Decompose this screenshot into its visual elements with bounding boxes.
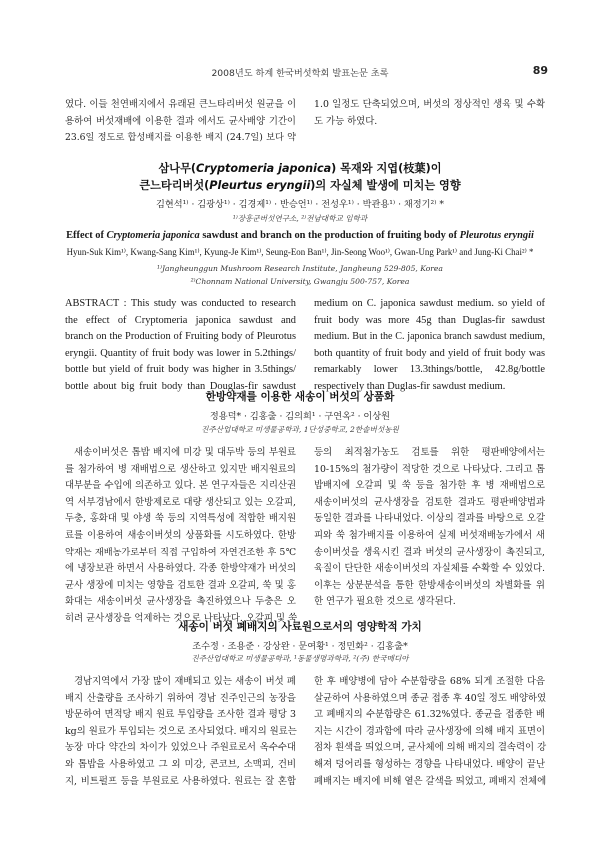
article3-affiliation: 진주산업대학교 미생물공학과, ¹동물생명과학과, ²(주) 한국메디아 bbox=[191, 654, 409, 663]
text-line: 살균하여 사용하였으며 종균 접종 후 40일 정도 배양하였 bbox=[314, 692, 547, 704]
text-line: 배지 산출량을 조사하기 위하여 경남 진주인근의 농장을 bbox=[65, 692, 296, 704]
page-number: 89 bbox=[532, 64, 548, 77]
text-line: 였다. 이들 천연배지에서 유래된 큰느타리버섯 원균을 이 bbox=[65, 99, 296, 110]
text-line: 방문하여 면적당 배지 원료 투입량을 조사한 결과 평당 3 bbox=[65, 709, 296, 721]
text-line: 료를 이용하여 새송이버섯의 상품화를 시도하였다. 한방 bbox=[65, 529, 296, 541]
text-line: the effect of Cryptomeria japonica sawdust and bbox=[65, 314, 296, 326]
article1-affiliation-en-1: ¹⁾Jangheunggun Mushroom Research Institute, Jangheung 529-805, Korea bbox=[157, 264, 443, 273]
article1-abstract-right bbox=[314, 296, 545, 396]
article2-right-column bbox=[314, 445, 545, 611]
text-line: 용하여 버섯재배에 이용한 결과 에서도 균사배양 기간이 bbox=[65, 115, 296, 127]
text-line: 지는 시간이 경과함에 따라 균사생장에 의해 배지 표면이 bbox=[314, 725, 545, 737]
text-line: 이후는 상분분석을 통한 한방새송이버섯의 차별화를 위 bbox=[314, 579, 545, 591]
text-line: remarkably lower 13.3things/bottle, 42.8g/bottle bbox=[314, 364, 545, 376]
text-line: 경남지역에서 가장 많이 재배되고 있는 새송이 버섯 폐 bbox=[74, 676, 296, 687]
article3-title: 새송이 버섯 폐배지의 사료원으로서의 영양학적 가치 bbox=[178, 621, 422, 633]
text-line: 1.0 일정도 단축되었으며, 버섯의 정상적인 생육 및 수확 bbox=[314, 99, 545, 110]
text-line: 약재는 재배농가로부터 직접 구입하여 자연건조한 후 5℃ bbox=[65, 546, 296, 558]
text-line: 새송이버섯의 균사생장을 검토한 결과도 평판배양법과 bbox=[314, 496, 545, 508]
article1-affiliation-ko: ¹⁾장흥군버섯연구소, ²⁾전남대학교 임학과 bbox=[232, 214, 368, 223]
text-line: branch on the Production of Fruiting body of Pleurotus bbox=[65, 331, 296, 343]
running-title: 2008년도 하계 한국버섯학회 발표논문 초록 bbox=[211, 68, 389, 79]
text-line: medium on C. japonica sawdust medium. so yield of bbox=[314, 298, 545, 309]
text-line: ABSTRACT : This study was conducted to research bbox=[65, 298, 296, 309]
text-line: 지, 비트펄프 등을 부원료로 사용하였다. 원료는 잘 혼합 bbox=[65, 775, 296, 787]
text-line: 한 후 배양병에 담아 수분함량을 68% 되게 조절한 다음 bbox=[314, 676, 545, 687]
text-line: 히려 균사생장을 억제하는 것으로 나타났다. 오갈피 및 쑥 bbox=[65, 612, 298, 624]
text-line: bottle about big fruit body than Douglas-fir sawdust bbox=[65, 380, 296, 392]
text-line: 폐배지는 배지에 비해 옅은 갈색을 띄었고, 폐배지 전체에 bbox=[314, 775, 547, 787]
article1-authors-en: Hyun-Suk Kim¹⁾, Kwang-Sang Kim¹⁾, Kyung-Je Kim¹⁾, Seung-Eon Ban¹⁾, Jin-Seong Woo¹⁾, Gwan-Ung Park¹⁾ and Jung-Ki Chai²⁾ * bbox=[66, 247, 534, 257]
text-line: fruit body was more 45g than Duglas-fir sawdust bbox=[314, 314, 545, 326]
article2-affiliation: 진주산업대학교 미생물공학과, 1단성중학교, 2한솔버섯농원 bbox=[201, 425, 399, 434]
text-line: respectively than Duglas-fir sawdust medium. bbox=[314, 380, 506, 392]
text-line: 해져 덩어리를 형성하는 경향을 나타내었다. 배양이 끝난 bbox=[314, 758, 545, 770]
text-line: 한 연구가 필요한 것으로 생각된다. bbox=[314, 596, 456, 608]
text-line: 에 냉장보관 하면서 사용하였다. 각종 한방약재가 버섯의 bbox=[65, 563, 296, 575]
text-line: 화대는 새송이버섯 균사생장을 촉진하였으나 두충은 오 bbox=[65, 596, 296, 608]
text-line: 와 톱밥을 사용하였고 그 외 미강, 콘코브, 소맥피, 건비 bbox=[65, 758, 296, 770]
text-line: 두충, 홍화대 및 야생 쑥 등의 지역특성에 적합한 배지원 bbox=[65, 513, 296, 525]
article1-title-line1: 삼나무(Cryptomeria japonica) 목재와 지엽(枝葉)이 bbox=[158, 162, 442, 175]
article3-left-column bbox=[65, 674, 296, 790]
text-line: 밥배지에 오갈피 및 쑥 등을 첨가한 후 병 재배법으로 bbox=[314, 480, 545, 492]
text-line: 점차 흰색을 띄었으며, 균사체에 의해 배지의 결속력이 강 bbox=[314, 742, 547, 754]
article1-title-line2: 큰느타리버섯(Pleurtus eryngii)의 자실체 발생에 미치는 영향 bbox=[139, 179, 461, 192]
text-line: 농장 마다 약간의 차이가 있었으나 주원료로서 옥수수대 bbox=[65, 742, 296, 754]
text-line: 고 폐배지의 수분함량은 61.32%였다. 종균을 접종한 배 bbox=[314, 709, 545, 721]
text-line: 도 가능 하였다. bbox=[314, 115, 378, 127]
article1-title-en: Effect of Cryptomeria japonica sawdust and branch on the production of fruiting body of Pleurotus eryngii bbox=[66, 230, 534, 241]
text-line: 등의 최적첨가농도 검토를 위한 평판배양에서는 bbox=[314, 447, 545, 458]
article1-affiliation-en-2: ²⁾Chonnam National University, Gwangju 500-757, Korea bbox=[190, 277, 410, 286]
article1-abstract-left bbox=[65, 296, 296, 396]
article1-authors-ko: 김현석¹⁾ · 김광상¹⁾ · 김경제¹⁾ · 반승언¹⁾ · 전성우¹⁾ · 박관용¹⁾ · 채정기²⁾ * bbox=[155, 199, 445, 210]
article2-left-column bbox=[65, 445, 296, 628]
text-line: 10-15%의 첨가량이 적당한 것으로 나타났다. 그리고 톱 bbox=[314, 463, 545, 475]
text-line: bottle but yield of fruit body was higher in 3.5things/ bbox=[65, 364, 296, 376]
text-line: eryngii. Quantity of fruit body was lower in 5.2things/ bbox=[65, 347, 296, 359]
article2-authors: 정용덕* · 김홍출 · 김의희¹ · 구연옥² · 이상원 bbox=[209, 411, 391, 422]
text-line: 육질이 단단한 새송이버섯의 자실체를 수확할 수 있었다. bbox=[314, 563, 545, 575]
text-line: 역 서부경남에서 한방제로로 대량 생산되고 있는 오갈피, bbox=[65, 496, 296, 508]
article3-authors: 조수정 · 조용준 · 강상완 · 문여황¹ · 정민화² · 김홍출* bbox=[192, 641, 408, 652]
text-line: kg의 원료가 투입되는 것으로 조사되었다. 배지의 원료는 bbox=[65, 725, 297, 737]
text-line: both quantity of fruit body and yield of fruit body was bbox=[314, 347, 545, 359]
text-line: 새송이버섯은 톱밥 배지에 미강 및 대두박 등의 부원료 bbox=[74, 447, 296, 458]
text-line: 23.6일 정도로 합성배지를 이용한 배지 (24.7일) 보다 약 bbox=[65, 132, 296, 144]
top-right-column bbox=[314, 97, 545, 130]
text-line: 균사 생장에 미치는 영향을 검토한 결과 오갈피, 쑥 및 홍 bbox=[65, 579, 296, 591]
text-line: 송이버섯을 생육시킨 결과 버섯의 균사생장이 촉진되고, bbox=[314, 546, 545, 558]
text-line: 를 첨가하여 병 재배법으로 생산하고 있지만 배지원료의 bbox=[65, 463, 296, 475]
text-line: 동일한 결과를 나타내었다. 이상의 결과를 바탕으로 오갈 bbox=[314, 513, 545, 525]
running-head bbox=[0, 65, 600, 79]
text-line: 대부분을 수입에 의존하고 있다. 본 연구자들은 지리산권 bbox=[65, 480, 296, 492]
top-left-column bbox=[65, 97, 296, 147]
article3-right-column bbox=[314, 674, 545, 790]
article2-title: 한방약재를 이용한 새송이 버섯의 상품화 bbox=[205, 391, 395, 403]
text-line: medium. But in the C. japonica branch sawdust medium, bbox=[314, 331, 545, 343]
text-line: 피와 쑥 첨가배지를 이용하여 실제 버섯재배농가에서 새 bbox=[314, 529, 545, 541]
